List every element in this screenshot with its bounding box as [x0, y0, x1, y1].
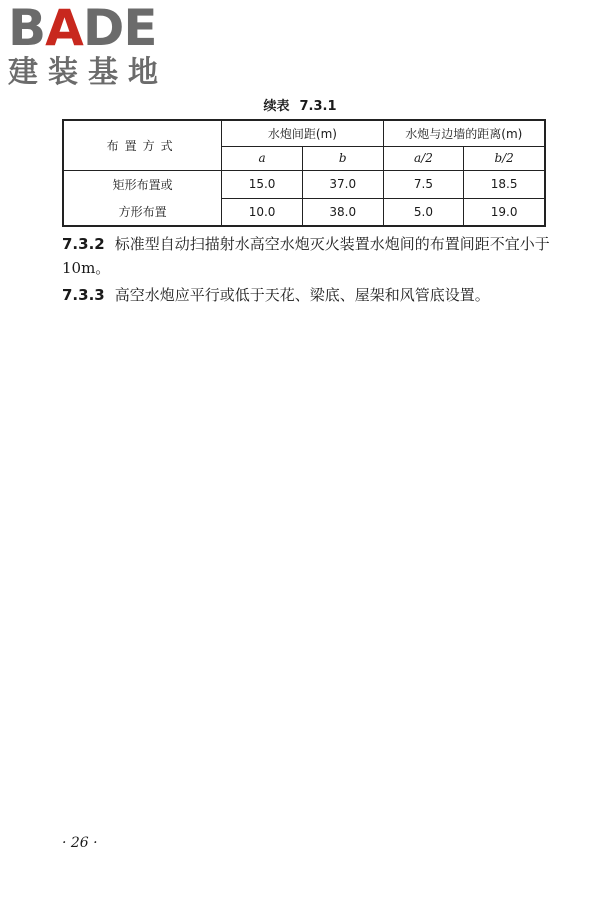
table-cell: 7.5	[383, 170, 464, 198]
clause-text: 标准型自动扫描射水高空水炮灭火装置水炮间的布置间距不宜小于10m。	[62, 235, 550, 277]
table-cell: 5.0	[383, 198, 464, 226]
row-label-line1: 矩形布置或	[63, 170, 222, 198]
table-cell: 19.0	[464, 198, 545, 226]
page-number: · 26 ·	[62, 835, 98, 851]
table-caption-number: 7.3.1	[299, 99, 337, 114]
brand-logo	[8, 2, 178, 90]
header-col-a2: a/2	[383, 146, 464, 170]
clause-7-3-3	[62, 283, 552, 307]
clause-text: 高空水炮应平行或低于天花、梁底、屋架和风管底设置。	[114, 286, 490, 304]
header-col-b2: b/2	[464, 146, 545, 170]
table-header-row	[63, 120, 545, 146]
table-row	[63, 170, 545, 198]
header-spacing-group: 水炮间距(m)	[222, 120, 383, 146]
clause-7-3-2	[62, 232, 552, 280]
table-cell: 18.5	[464, 170, 545, 198]
table-cell: 15.0	[222, 170, 303, 198]
clause-number: 7.3.2	[62, 235, 105, 253]
row-label-line2: 方形布置	[63, 198, 222, 226]
header-col-b: b	[302, 146, 383, 170]
clause-number: 7.3.3	[62, 286, 105, 304]
logo-wordmark	[8, 0, 178, 57]
table-caption	[0, 95, 600, 114]
table-row	[63, 198, 545, 226]
logo-letters: DE	[82, 0, 157, 57]
spacing-table	[62, 119, 546, 227]
table-cell: 10.0	[222, 198, 303, 226]
header-wall-group: 水炮与边墙的距离(m)	[383, 120, 545, 146]
table-cell: 38.0	[302, 198, 383, 226]
header-col-a: a	[222, 146, 303, 170]
logo-letter: B	[8, 0, 46, 57]
table-cell: 37.0	[302, 170, 383, 198]
logo-subtitle: 建装基地	[8, 55, 168, 90]
header-layout: 布置方式	[63, 120, 222, 170]
table-caption-prefix: 续表	[263, 99, 290, 114]
logo-accent-letter: A	[45, 0, 83, 57]
